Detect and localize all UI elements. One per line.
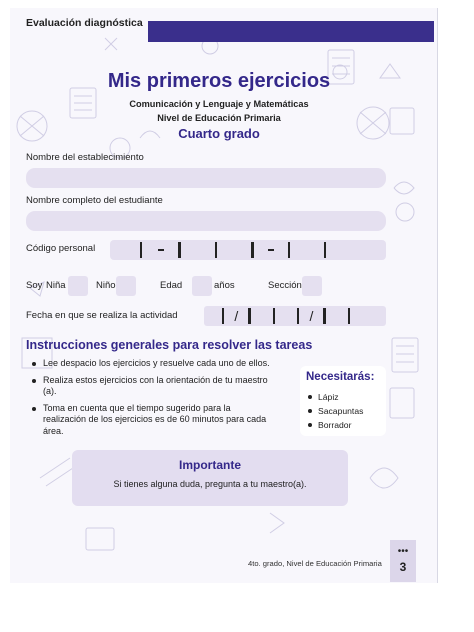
personal-code-label: Código personal — [26, 243, 96, 254]
date-label: Fecha en que se realiza la actividad — [26, 310, 178, 321]
date-separator — [297, 308, 299, 324]
date-slash: / — [234, 308, 239, 324]
page-dots: ••• — [397, 546, 409, 557]
list-item: Borrador — [308, 418, 363, 432]
section-field[interactable] — [302, 276, 322, 296]
date-separator — [348, 308, 350, 324]
nino-label: Niño — [96, 280, 116, 291]
materials-box — [300, 366, 386, 436]
nina-label: Niña — [46, 280, 66, 291]
nino-checkbox[interactable] — [116, 276, 136, 296]
instructions-heading: Instrucciones generales para resolver las tareas — [26, 338, 313, 352]
date-separator — [323, 308, 325, 324]
nina-checkbox[interactable] — [68, 276, 88, 296]
code-separator — [251, 242, 253, 258]
code-separator — [178, 242, 180, 258]
subtitle-level: Nivel de Educación Primaria — [157, 113, 281, 123]
header-label: Evaluación diagnóstica — [26, 17, 143, 29]
header-bar — [10, 13, 438, 35]
date-separator — [273, 308, 275, 324]
code-separator — [324, 242, 326, 258]
footer-grade-text: 4to. grado, Nivel de Educación Primaria — [248, 559, 382, 568]
code-separator — [288, 242, 290, 258]
subtitle-subjects: Comunicación y Lenguaje y Matemáticas — [129, 99, 309, 109]
list-item: Sacapuntas — [308, 404, 363, 418]
soy-label: Soy — [26, 280, 43, 291]
code-dash — [158, 249, 164, 251]
list-item: Realiza estos ejercicios con la orientación de tu maestro (a). — [32, 375, 272, 398]
anos-label: años — [214, 280, 235, 291]
date-slash: / — [309, 308, 314, 324]
list-item: Lápiz — [308, 390, 363, 404]
date-separator — [248, 308, 250, 324]
date-field[interactable] — [204, 306, 386, 326]
page-number: 3 — [399, 560, 407, 574]
instructions-list — [32, 358, 272, 442]
student-name-label: Nombre completo del estudiante — [26, 195, 163, 206]
date-separator — [222, 308, 224, 324]
code-separator — [215, 242, 217, 258]
important-body: Si tienes alguna duda, pregunta a tu maestro(a). — [113, 479, 307, 489]
code-dash — [268, 249, 274, 251]
important-note — [72, 450, 348, 506]
edad-label: Edad — [160, 280, 183, 291]
personal-code-field[interactable] — [110, 240, 386, 260]
list-item: Lee despacio los ejercicios y resuelve cada uno de ellos. — [32, 358, 272, 370]
important-title: Importante — [178, 458, 241, 472]
materials-list — [308, 390, 363, 432]
grade-label: Cuarto grado — [178, 126, 260, 141]
worksheet-page — [10, 8, 438, 583]
establishment-field[interactable] — [26, 168, 386, 188]
header-band — [148, 21, 434, 42]
list-item: Toma en cuenta que el tiempo sugerido para la realización de los ejercicios es de 60 minutos para cada área. — [32, 403, 272, 438]
establishment-label: Nombre del establecimiento — [26, 152, 144, 163]
student-name-field[interactable] — [26, 211, 386, 231]
age-field[interactable] — [192, 276, 212, 296]
seccion-label: Sección — [268, 280, 302, 291]
page-title: Mis primeros ejercicios — [107, 70, 331, 92]
code-separator — [140, 242, 142, 258]
materials-title: Necesitarás: — [306, 371, 375, 383]
page-number-box — [390, 540, 416, 582]
